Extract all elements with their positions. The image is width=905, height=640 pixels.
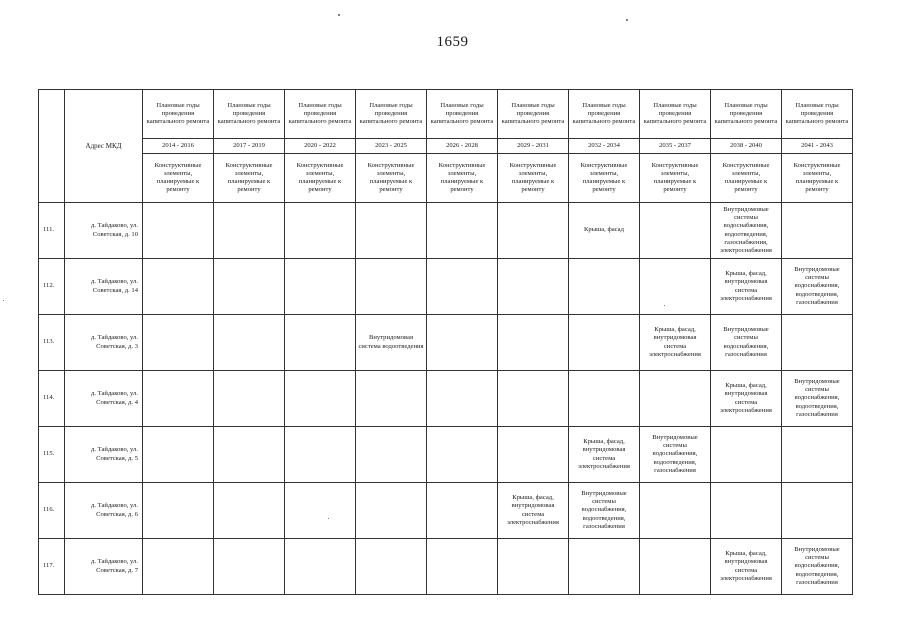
header-planned-years-cell: Плановые годы проведения капитального ремонта [640, 90, 711, 139]
header-row-elements [39, 154, 853, 203]
repair-cell [214, 371, 285, 427]
repair-cell [214, 315, 285, 371]
row-address: д. Тайдаково, ул. Советская, д. 6 [65, 483, 143, 539]
repair-cell [285, 539, 356, 595]
header-elements-cell: Конструктивные элементы, планируемые к ремонту [214, 154, 285, 203]
header-planned-years-cell: Плановые годы проведения капитального ремонта [356, 90, 427, 139]
repair-cell [782, 483, 853, 539]
scan-speck [338, 14, 340, 16]
header-period-cell: 2035 - 2037 [640, 139, 711, 154]
repair-cell [498, 259, 569, 315]
repair-cell: Внутридомовые системы водоснабжения, газоснабжения [711, 315, 782, 371]
header-period-cell: 2023 - 2025 [356, 139, 427, 154]
repair-cell: Внутридомовая система водоотведения [356, 315, 427, 371]
repair-cell [214, 539, 285, 595]
header-planned-years-cell: Плановые годы проведения капитального ремонта [427, 90, 498, 139]
repair-cell [640, 539, 711, 595]
row-number: 116. [39, 483, 65, 539]
repair-cell [427, 539, 498, 595]
repair-cell [285, 483, 356, 539]
repair-cell [640, 483, 711, 539]
scan-speck [626, 19, 628, 21]
repair-cell: Внутридомовые системы водоснабжения, водоотведения, газоснабжения, электроснабжения [711, 203, 782, 259]
header-row-planned-years [39, 90, 853, 139]
row-number: 115. [39, 427, 65, 483]
page-number: 1659 [436, 34, 469, 50]
repair-cell: Внутридомовые системы водоснабжения, водоотведения, газоснабжения [640, 427, 711, 483]
repair-cell [143, 259, 214, 315]
repair-cell [640, 371, 711, 427]
table-row [39, 371, 853, 427]
repair-cell [143, 539, 214, 595]
repair-cell [711, 427, 782, 483]
repair-cell: Внутридомовые системы водоснабжения, водоотведения, газоснабжения [782, 259, 853, 315]
repair-cell: Внутридомовые системы водоснабжения, водоотведения, газоснабжения [782, 539, 853, 595]
header-planned-years-cell: Плановые годы проведения капитального ремонта [214, 90, 285, 139]
repair-cell: Крыша, фасад, внутридомовая система электроснабжения [569, 427, 640, 483]
repair-cell [427, 203, 498, 259]
repair-cell [214, 427, 285, 483]
repair-cell [285, 427, 356, 483]
table-row [39, 539, 853, 595]
repair-cell: Крыша, фасад, внутридомовая система электроснабжения [711, 259, 782, 315]
header-period-cell: 2029 - 2031 [498, 139, 569, 154]
header-elements-cell: Конструктивные элементы, планируемые к ремонту [285, 154, 356, 203]
repair-cell: Крыша, фасад, внутридомовая система электроснабжения [498, 483, 569, 539]
row-address: д. Тайдаково, ул. Советская, д. 14 [65, 259, 143, 315]
header-period-cell: 2032 - 2034 [569, 139, 640, 154]
header-elements-cell: Конструктивные элементы, планируемые к ремонту [640, 154, 711, 203]
header-elements-cell: Конструктивные элементы, планируемые к ремонту [498, 154, 569, 203]
repair-cell: Крыша, фасад [569, 203, 640, 259]
repair-cell [569, 259, 640, 315]
table-row [39, 483, 853, 539]
repair-cell: Крыша, фасад, внутридомовая система электроснабжения [711, 539, 782, 595]
repair-cell [427, 427, 498, 483]
repair-cell [782, 315, 853, 371]
header-period-cell: 2014 - 2016 [143, 139, 214, 154]
header-period-cell: 2041 - 2043 [782, 139, 853, 154]
header-period-cell: 2038 - 2040 [711, 139, 782, 154]
repair-cell [498, 371, 569, 427]
repair-cell: Внутридомовые системы водоснабжения, водоотведения, газоснабжения [782, 371, 853, 427]
repair-cell [143, 483, 214, 539]
header-period-cell: 2017 - 2019 [214, 139, 285, 154]
header-elements-cell: Конструктивные элементы, планируемые к ремонту [782, 154, 853, 203]
capital-repair-table [38, 89, 853, 595]
row-address: д. Тайдаково, ул. Советская, д. 5 [65, 427, 143, 483]
repair-cell: Крыша, фасад, внутридомовая система электроснабжения [711, 371, 782, 427]
header-num-cell [39, 90, 65, 203]
repair-cell [427, 371, 498, 427]
repair-cell [143, 315, 214, 371]
repair-cell: Крыша, фасад, внутридомовая система электроснабжения [640, 315, 711, 371]
repair-cell [569, 539, 640, 595]
repair-cell [356, 539, 427, 595]
repair-cell [711, 483, 782, 539]
repair-cell [214, 483, 285, 539]
repair-cell [427, 315, 498, 371]
repair-cell [143, 427, 214, 483]
repair-cell [143, 203, 214, 259]
table-row [39, 315, 853, 371]
table-row [39, 427, 853, 483]
row-address: д. Тайдаково, ул. Советская, д. 4 [65, 371, 143, 427]
repair-cell [782, 427, 853, 483]
row-address: д. Тайдаково, ул. Советская, д. 3 [65, 315, 143, 371]
row-number: 117. [39, 539, 65, 595]
header-planned-years-cell: Плановые годы проведения капитального ремонта [782, 90, 853, 139]
repair-cell [498, 315, 569, 371]
table-body [39, 90, 853, 595]
row-number: 114. [39, 371, 65, 427]
repair-cell [285, 315, 356, 371]
repair-cell [498, 427, 569, 483]
table-row [39, 259, 853, 315]
header-elements-cell: Конструктивные элементы, планируемые к ремонту [711, 154, 782, 203]
repair-cell [569, 371, 640, 427]
repair-cell [427, 483, 498, 539]
row-number: 112. [39, 259, 65, 315]
row-address: д. Тайдаково, ул. Советская, д. 10 [65, 203, 143, 259]
header-elements-cell: Конструктивные элементы, планируемые к ремонту [356, 154, 427, 203]
table-row [39, 203, 853, 259]
repair-cell [356, 427, 427, 483]
repair-cell [498, 539, 569, 595]
header-elements-cell: Конструктивные элементы, планируемые к ремонту [569, 154, 640, 203]
header-planned-years-cell: Плановые годы проведения капитального ремонта [711, 90, 782, 139]
repair-cell [640, 203, 711, 259]
repair-cell [356, 371, 427, 427]
repair-cell [143, 371, 214, 427]
repair-cell [285, 203, 356, 259]
repair-cell: Внутридомовые системы водоснабжения, водоотведения, газоснабжения [569, 483, 640, 539]
repair-cell [356, 483, 427, 539]
row-address: д. Тайдаково, ул. Советская, д. 7 [65, 539, 143, 595]
repair-cell [214, 259, 285, 315]
header-row-periods [39, 139, 853, 154]
repair-cell [782, 203, 853, 259]
repair-cell [285, 259, 356, 315]
repair-cell [214, 203, 285, 259]
header-address-cell: Адрес МКД [65, 90, 143, 203]
repair-cell [569, 315, 640, 371]
header-planned-years-cell: Плановые годы проведения капитального ремонта [285, 90, 356, 139]
header-planned-years-cell: Плановые годы проведения капитального ремонта [498, 90, 569, 139]
repair-cell [356, 203, 427, 259]
row-number: 113. [39, 315, 65, 371]
header-elements-cell: Конструктивные элементы, планируемые к ремонту [143, 154, 214, 203]
header-period-cell: 2020 - 2022 [285, 139, 356, 154]
repair-cell [640, 259, 711, 315]
row-number: 111. [39, 203, 65, 259]
repair-cell [498, 203, 569, 259]
header-period-cell: 2026 - 2028 [427, 139, 498, 154]
repair-cell [427, 259, 498, 315]
header-elements-cell: Конструктивные элементы, планируемые к ремонту [427, 154, 498, 203]
repair-cell [356, 259, 427, 315]
header-planned-years-cell: Плановые годы проведения капитального ремонта [569, 90, 640, 139]
scan-speck [3, 300, 4, 301]
header-planned-years-cell: Плановые годы проведения капитального ремонта [143, 90, 214, 139]
repair-cell [285, 371, 356, 427]
